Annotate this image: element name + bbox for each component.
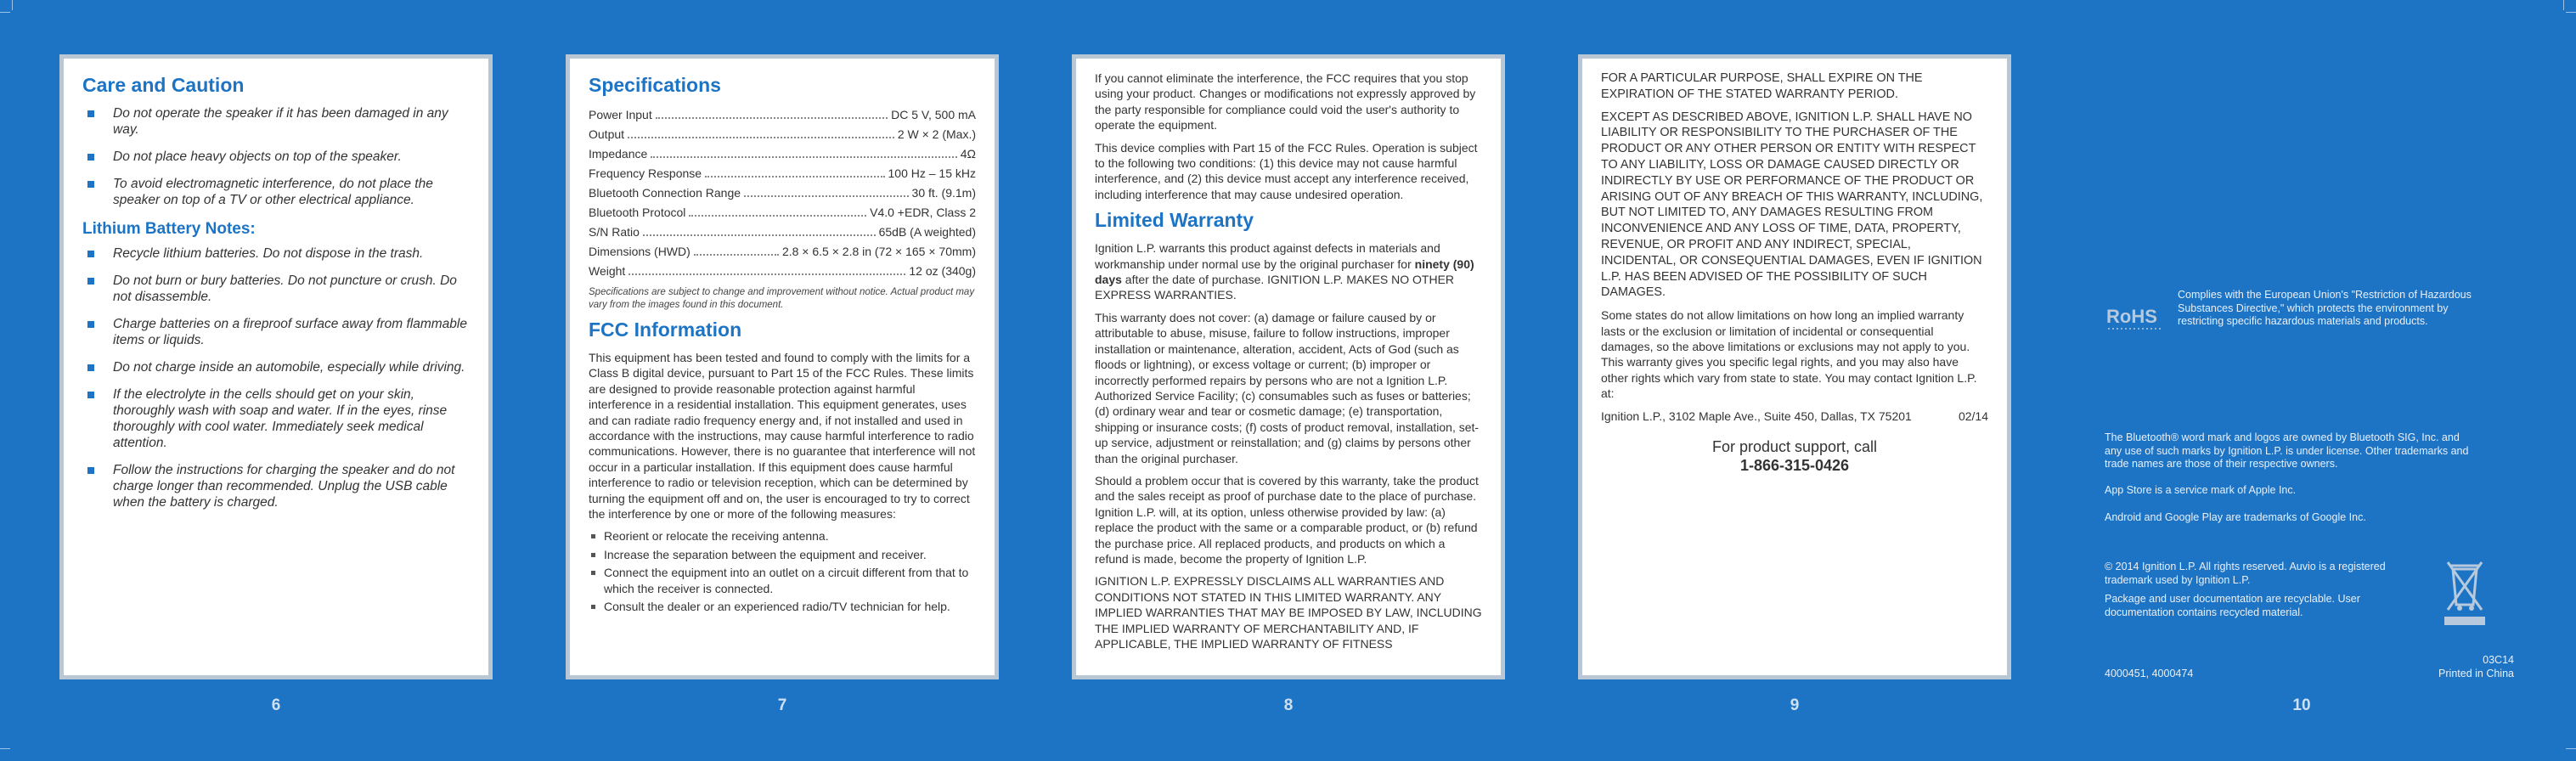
- leader-dots: [643, 223, 876, 236]
- leader-dots: [651, 144, 956, 158]
- spec-label: Bluetooth Connection Range: [589, 186, 741, 200]
- care-heading: Care and Caution: [82, 74, 245, 96]
- model-numbers: 4000451, 4000474: [2105, 668, 2194, 679]
- spec-value: 4Ω: [960, 147, 976, 161]
- list-item: Charge batteries on a fireproof surface away from flammable items or liquids.: [82, 316, 470, 348]
- crop-mark: [12, 0, 13, 10]
- page-number: 9: [1790, 696, 1800, 714]
- spec-label: Power Input: [589, 108, 652, 121]
- fcc-heading: FCC Information: [589, 318, 742, 341]
- fcc-part15-text: This device complies with Part 15 of the FCC Rules. Operation is subject to the following two conditions: (1) this device may not cause harmful interference, and (2) this device must accept any interference received, including interference that may cause undesired operation.: [1095, 140, 1478, 201]
- list-item: Do not charge inside an automobile, especially while driving.: [82, 359, 470, 375]
- spec-table: [589, 105, 976, 281]
- spec-value: 100 Hz – 15 kHz: [888, 166, 976, 180]
- spec-label: Impedance: [589, 147, 648, 161]
- support-label: For product support, call: [1711, 437, 1878, 455]
- spec-row: [589, 144, 976, 164]
- spec-value: 2 W × 2 (Max.): [897, 127, 976, 141]
- fcc-continued-text: If you cannot eliminate the interference, the FCC requires that you stop using your product. Changes or modifications not expressly approved by the party responsible for compliance could void the user's authority to operate the equipment.: [1095, 71, 1476, 132]
- recycle-text: Package and user documentation are recyclable. User documentation contains recycled material.: [2105, 593, 2360, 618]
- list-item: Consult the dealer or an experienced radio/TV technician for help.: [589, 599, 976, 614]
- spec-label: Dimensions (HWD): [589, 245, 691, 258]
- warranty-exclusions: This warranty does not cover: (a) damage or failure caused by or attributable to abuse, misuse, failure to follow instructions, improper installation or maintenance, alteration, accident, Acts of God (such as floods or lightning), or excess voltage or current; (b) improper or incorrectly performed repairs by persons who are not a Ignition L.P. Authorized Service Facility; (c) consumables such as fuses or batteries; (d) ordinary wear and tear or cosmetic damage; (e) transportation, shipping or insurance costs; (f) costs of product removal, installation, set-up service, adjustment or reinstallation; and (g) claims by persons other than the original purchaser.: [1095, 310, 1480, 465]
- spec-note: Specifications are subject to change and improvement without notice. Actual product may vary from the images found in this document.: [589, 287, 975, 310]
- spec-value: 2.8 × 6.5 × 2.8 in (72 × 165 × 70mm): [781, 245, 976, 258]
- spec-label: Frequency Response: [589, 166, 702, 180]
- warranty-intro-end: after the date of purchase. IGNITION L.P. MAKES NO OTHER EXPRESS WARRANTIES.: [1095, 273, 1455, 302]
- rohs-logo-icon: [2105, 301, 2174, 335]
- crop-mark: [0, 748, 10, 749]
- list-item: Connect the equipment into an outlet on a circuit different from that to which the receiver is connected.: [589, 565, 976, 596]
- page-number: 6: [271, 696, 281, 714]
- page-number: 7: [777, 696, 787, 714]
- warranty-disclaimer: IGNITION L.P. EXPRESSLY DISCLAIMS ALL WARRANTIES AND CONDITIONS NOT STATED IN THIS LIMITED WARRANTY. ANY IMPLIED WARRANTIES THAT MAY BE IMPOSED BY LAW, INCLUDING THE IMPLIED WARRANTY OF MERCHANTABILITY AND, IF APPLICABLE, THE IMPLIED WARRANTY OF FITNESS: [1095, 574, 1482, 651]
- rohs-logo-text: RoHS: [2106, 306, 2157, 327]
- spec-row: [589, 164, 976, 183]
- page-number: 8: [1283, 696, 1294, 714]
- leader-dots: [656, 105, 888, 119]
- spec-row: [589, 223, 976, 242]
- fcc-measures: [589, 528, 976, 614]
- address: Ignition L.P., 3102 Maple Ave., Suite 450, Dallas, TX 75201: [1601, 409, 1912, 423]
- rohs-text: Complies with the European Union's "Restriction of Hazardous Substances Directive," which protects the environment by restricting specific hazardous materials and products.: [2178, 289, 2472, 327]
- spec-value: 30 ft. (9.1m): [911, 186, 976, 200]
- spec-row: [589, 125, 976, 144]
- warranty-expiry: FOR A PARTICULAR PURPOSE, SHALL EXPIRE ON THE EXPIRATION OF THE STATED WARRANTY PERIOD.: [1601, 71, 1923, 101]
- panel-care-caution: [59, 54, 493, 679]
- panel-warranty: [1072, 54, 1505, 679]
- leader-dots: [694, 242, 779, 256]
- product-support: [1601, 437, 1988, 475]
- leader-dots: [705, 164, 884, 178]
- list-item: Reorient or relocate the receiving antenna.: [589, 528, 976, 544]
- spec-value: DC 5 V, 500 mA: [891, 108, 976, 121]
- warranty-remedy: Should a problem occur that is covered by this warranty, take the product and the sales receipt as proof of purchase date to the place of purchase. Ignition L.P. will, at its option, unless otherwise provided by law: (a) replace the product with the same or a comparable product, or (b) refund the purchase price. All replaced products, and products on which a refund is made, become the property of Ignition L.P.: [1095, 473, 1479, 566]
- spec-label: Bluetooth Protocol: [589, 206, 686, 219]
- appstore-trademark-text: App Store is a service mark of Apple Inc.: [2105, 484, 2297, 496]
- date-code: 02/14: [1958, 409, 1988, 423]
- crop-mark: [2566, 12, 2576, 13]
- spec-label: Output: [589, 127, 625, 141]
- google-trademark-text: Android and Google Play are trademarks of Google Inc.: [2105, 511, 2366, 523]
- list-item: Recycle lithium batteries. Do not dispose in the trash.: [82, 245, 470, 262]
- bluetooth-trademark-text: The Bluetooth® word mark and logos are owned by Bluetooth SIG, Inc. and any use of such marks by Ignition L.P. is under license. Other trademarks and trade names are those of their respective owners.: [2105, 431, 2469, 470]
- weee-bin-icon: [2439, 554, 2490, 630]
- care-list: [82, 105, 470, 208]
- page-number: 10: [2292, 696, 2311, 714]
- leader-dots: [689, 203, 866, 217]
- panel-warranty-continued: [1578, 54, 2011, 679]
- list-item: If the electrolyte in the cells should get on your skin, thoroughly wash with soap and water. If in the eyes, rinse thoroughly with cool water. Immediately seek medical attention.: [82, 386, 470, 451]
- crop-mark: [2563, 0, 2564, 10]
- panel-specifications: [566, 54, 999, 679]
- support-phone: 1-866-315-0426: [1739, 456, 1850, 474]
- spec-row: [589, 183, 976, 203]
- spec-row: [589, 262, 976, 281]
- fcc-text: This equipment has been tested and found to comply with the limits for a Class B digital device, pursuant to Part 15 of the FCC Rules. These limits are designed to provide reasonable protection against harmful interference in a residential installation. This equipment generates, uses and can radiate radio frequency energy and, if not installed and used in accordance with the instructions, may cause harmful interference to radio communications. However, there is no guarantee that interference will not occur in a particular installation. If this equipment does cause harmful interference to radio or television reception, which can be determined by turning the equipment off and on, the user is encouraged to try to correct the interference by one or more of the following measures:: [589, 351, 976, 521]
- crop-mark: [0, 12, 10, 13]
- spec-value: 12 oz (340g): [909, 264, 976, 278]
- crop-mark: [2566, 748, 2576, 749]
- warranty-intro-start: Ignition L.P. warrants this product against defects in materials and workmanship under normal use by the original purchaser for: [1095, 241, 1440, 271]
- warranty-heading: Limited Warranty: [1095, 209, 1254, 232]
- spec-value: V4.0 +EDR, Class 2: [870, 206, 976, 219]
- contact-address: [1601, 409, 1988, 424]
- list-item: Do not operate the speaker if it has been damaged in any way.: [82, 105, 470, 138]
- warranty-period: ninety (90) days: [1095, 256, 1474, 287]
- list-item: Do not burn or bury batteries. Do not puncture or crush. Do not disassemble.: [82, 273, 470, 305]
- state-rights-text: Some states do not allow limitations on how long an implied warranty lasts or the exclusion or limitation of incidental or consequential damages, so the above limitations or exclusions may not apply to you. This warranty gives you specific legal rights, and you may also have other rights which vary from state to state. You may contact Ignition L.P. at:: [1601, 308, 1977, 401]
- warranty-intro: [1095, 240, 1482, 303]
- liability-text: EXCEPT AS DESCRIBED ABOVE, IGNITION L.P. SHALL HAVE NO LIABILITY OR RESPONSIBILITY TO THE PURCHASER OF THE PRODUCT OR ANY OTHER PERSON OR ENTITY WITH RESPECT TO ANY LIABILITY, LOSS OR DAMAGE CAUSED DIRECTLY OR INDIRECTLY BY USE OR PERFORMANCE OF THE PRODUCT OR ARISING OUT OF ANY BREACH OF THIS WARRANTY, INCLUDING, BUT NOT LIMITED TO, ANY DAMAGES RESULTING FROM INCONVENIENCE AND ANY LOSS OF TIME, DATA, PROPERTY, REVENUE, OR PROFIT AND ANY INDIRECT, SPECIAL, INCIDENTAL, OR CONSEQUENTIAL DAMAGES, EVEN IF IGNITION L.P. HAS BEEN ADVISED OF THE POSSIBILITY OF SUCH DAMAGES.: [1601, 110, 1983, 300]
- list-item: Follow the instructions for charging the speaker and do not charge longer than recommended. Unplug the USB cable when the battery is charged.: [82, 462, 470, 510]
- list-item: Do not place heavy objects on top of the speaker.: [82, 149, 470, 165]
- spec-value: 65dB (A weighted): [878, 225, 976, 239]
- spec-heading: Specifications: [589, 74, 721, 96]
- leader-dots: [744, 183, 909, 197]
- leader-dots: [628, 262, 905, 275]
- spec-label: Weight: [589, 264, 626, 278]
- battery-list: [82, 245, 470, 510]
- revision-code: 03C14: [2483, 654, 2514, 666]
- copyright-text: © 2014 Ignition L.P. All rights reserved. Auvio is a registered trademark used by Ignition L.P.: [2105, 561, 2386, 586]
- spec-row: [589, 203, 976, 223]
- list-item: Increase the separation between the equipment and receiver.: [589, 547, 976, 562]
- leader-dots: [628, 125, 894, 138]
- battery-heading: Lithium Battery Notes:: [82, 220, 256, 238]
- list-item: To avoid electromagnetic interference, do not place the speaker on top of a TV or other electrical appliance.: [82, 176, 470, 208]
- spec-label: S/N Ratio: [589, 225, 640, 239]
- printed-in: Printed in China: [2438, 668, 2514, 679]
- spec-row: [589, 242, 976, 262]
- spec-row: [589, 105, 976, 125]
